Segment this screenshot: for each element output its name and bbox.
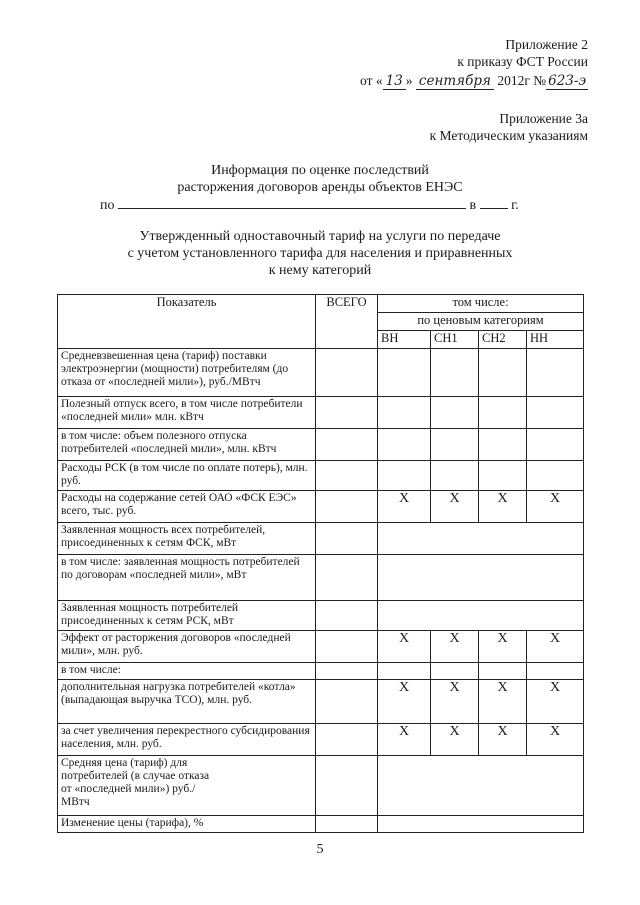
cell-total [316, 816, 378, 833]
order-number-handwritten: 623-э [548, 73, 586, 89]
methodical-reference: к Методическим указаниям [429, 128, 588, 143]
header-sn1: СН1 [431, 331, 479, 349]
subtitle-line-2: с учетом установленного тарифа для населения и приравненных [127, 246, 513, 261]
cell-categories-merged [378, 816, 584, 833]
cell-categories-merged [378, 555, 584, 601]
year-blank [480, 196, 508, 209]
date-year: 2012г № [497, 73, 547, 88]
header-block [360, 36, 588, 144]
in-label: в [469, 198, 477, 213]
header-total: ВСЕГО [316, 295, 378, 349]
cell-total [316, 601, 378, 631]
cell-sn2 [479, 349, 527, 397]
cell-vn-mark: Х [378, 680, 431, 724]
table-row [58, 491, 584, 523]
row-label: Средняя цена (тариф) для потребителей (в случае отказа от «последней мили») руб./МВтч [58, 756, 316, 816]
cell-total [316, 724, 378, 756]
cell-total [316, 461, 378, 491]
cell-vn [378, 461, 431, 491]
row-label: Расходы на содержание сетей ОАО «ФСК ЕЭС» всего, тыс. руб. [58, 491, 316, 523]
subtitle-line-3: к нему категорий [268, 263, 372, 278]
by-label: по [100, 198, 115, 213]
cell-sn2 [479, 461, 527, 491]
date-month-handwritten: сентября [416, 73, 494, 90]
cell-sn2-mark: Х [479, 491, 527, 523]
cell-nn [527, 461, 584, 491]
cell-nn [527, 397, 584, 429]
cell-sn1 [431, 349, 479, 397]
cell-nn-mark: Х [527, 724, 584, 756]
row-label: Изменение цены (тарифа), % [58, 816, 316, 833]
cell-sn1-mark: Х [431, 724, 479, 756]
organization-blank [118, 196, 466, 209]
order-date-line [360, 72, 588, 90]
row-label: Заявленная мощность потребителей присоединенных к сетям РСК, мВт [58, 601, 316, 631]
cell-sn2-mark: Х [479, 680, 527, 724]
cell-sn1 [431, 663, 479, 680]
cell-nn-mark: Х [527, 680, 584, 724]
table-row [58, 349, 584, 397]
cell-total [316, 349, 378, 397]
cell-vn [378, 663, 431, 680]
tariff-subtitle [0, 228, 640, 279]
cell-nn-mark: Х [527, 491, 584, 523]
cell-sn1 [431, 397, 479, 429]
cell-vn [378, 349, 431, 397]
row-label: за счет увеличения перекрестного субсидирования населения, млн. руб. [58, 724, 316, 756]
row-label: Полезный отпуск всего, в том числе потребители «последней мили» млн. кВтч [58, 397, 316, 429]
table-row [58, 555, 584, 601]
cell-nn-mark: Х [527, 631, 584, 663]
cell-total [316, 491, 378, 523]
page-number: 5 [316, 842, 324, 857]
cell-categories-merged [378, 756, 584, 816]
year-suffix: г. [511, 198, 519, 213]
row-label: Эффект от расторжения договоров «последней мили», млн. руб. [58, 631, 316, 663]
appendix-2-label: Приложение 2 [505, 37, 588, 52]
cell-sn2 [479, 429, 527, 461]
date-prefix: от « [360, 73, 383, 88]
table-row [58, 631, 584, 663]
cell-sn2 [479, 663, 527, 680]
cell-nn [527, 349, 584, 397]
cell-sn1-mark: Х [431, 491, 479, 523]
table-row [58, 663, 584, 680]
cell-total [316, 663, 378, 680]
cell-nn [527, 429, 584, 461]
table-row [58, 816, 584, 833]
header-price-categories: по ценовым категориям [378, 313, 584, 331]
cell-total [316, 523, 378, 555]
header-including: том числе: [378, 295, 584, 313]
row-label: Расходы РСК (в том числе по оплате потерь), млн. руб. [58, 461, 316, 491]
cell-vn-mark: Х [378, 631, 431, 663]
cell-sn1 [431, 429, 479, 461]
cell-vn-mark: Х [378, 491, 431, 523]
row-label: в том числе: объем полезного отпуска потребителей «последней мили», млн. кВтч [58, 429, 316, 461]
table-row [58, 756, 584, 816]
cell-total [316, 631, 378, 663]
cell-sn2-mark: Х [479, 631, 527, 663]
appendix-3a-label: Приложение 3а [499, 111, 588, 126]
cell-vn [378, 429, 431, 461]
cell-sn1-mark: Х [431, 631, 479, 663]
assessment-table [57, 294, 584, 833]
header-sn2: СН2 [479, 331, 527, 349]
period-line [100, 196, 519, 214]
cell-categories-merged [378, 601, 584, 631]
table-row [58, 429, 584, 461]
order-reference: к приказу ФСТ России [457, 54, 588, 69]
table-row [58, 724, 584, 756]
cell-nn [527, 663, 584, 680]
table-row [58, 523, 584, 555]
title-line-2: расторжения договоров аренды объектов ЕНЭС [177, 180, 463, 195]
cell-total [316, 555, 378, 601]
cell-total [316, 680, 378, 724]
header-nn: НН [527, 331, 584, 349]
title-line-1: Информация по оценке последствий [211, 163, 429, 178]
cell-total [316, 397, 378, 429]
row-label: в том числе: заявленная мощность потребителей по договорам «последней мили», мВт [58, 555, 316, 601]
cell-sn1-mark: Х [431, 680, 479, 724]
row-label: Заявленная мощность всех потребителей, присоединенных к сетям ФСК, мВт [58, 523, 316, 555]
subtitle-line-1: Утвержденный одноставочный тариф на услуги по передаче [139, 229, 501, 244]
date-day-handwritten: 13 [383, 73, 406, 90]
cell-sn2-mark: Х [479, 724, 527, 756]
cell-total [316, 429, 378, 461]
cell-vn-mark: Х [378, 724, 431, 756]
cell-total [316, 756, 378, 816]
cell-sn1 [431, 461, 479, 491]
table-row [58, 397, 584, 429]
header-vn: ВН [378, 331, 431, 349]
row-label: дополнительная нагрузка потребителей «котла» (выпадающая выручка ТСО), млн. руб. [58, 680, 316, 724]
cell-categories-merged [378, 523, 584, 555]
cell-sn2 [479, 397, 527, 429]
row-label: в том числе: [58, 663, 316, 680]
table-row [58, 601, 584, 631]
date-mid: » [405, 73, 413, 88]
document-title [0, 162, 640, 196]
table-row [58, 461, 584, 491]
cell-vn [378, 397, 431, 429]
header-indicator: Показатель [58, 295, 316, 349]
table-row [58, 680, 584, 724]
row-label: Средневзвешенная цена (тариф) поставки электроэнергии (мощности) потребителям (до отказа от «последней мили»), руб./МВтч [58, 349, 316, 397]
